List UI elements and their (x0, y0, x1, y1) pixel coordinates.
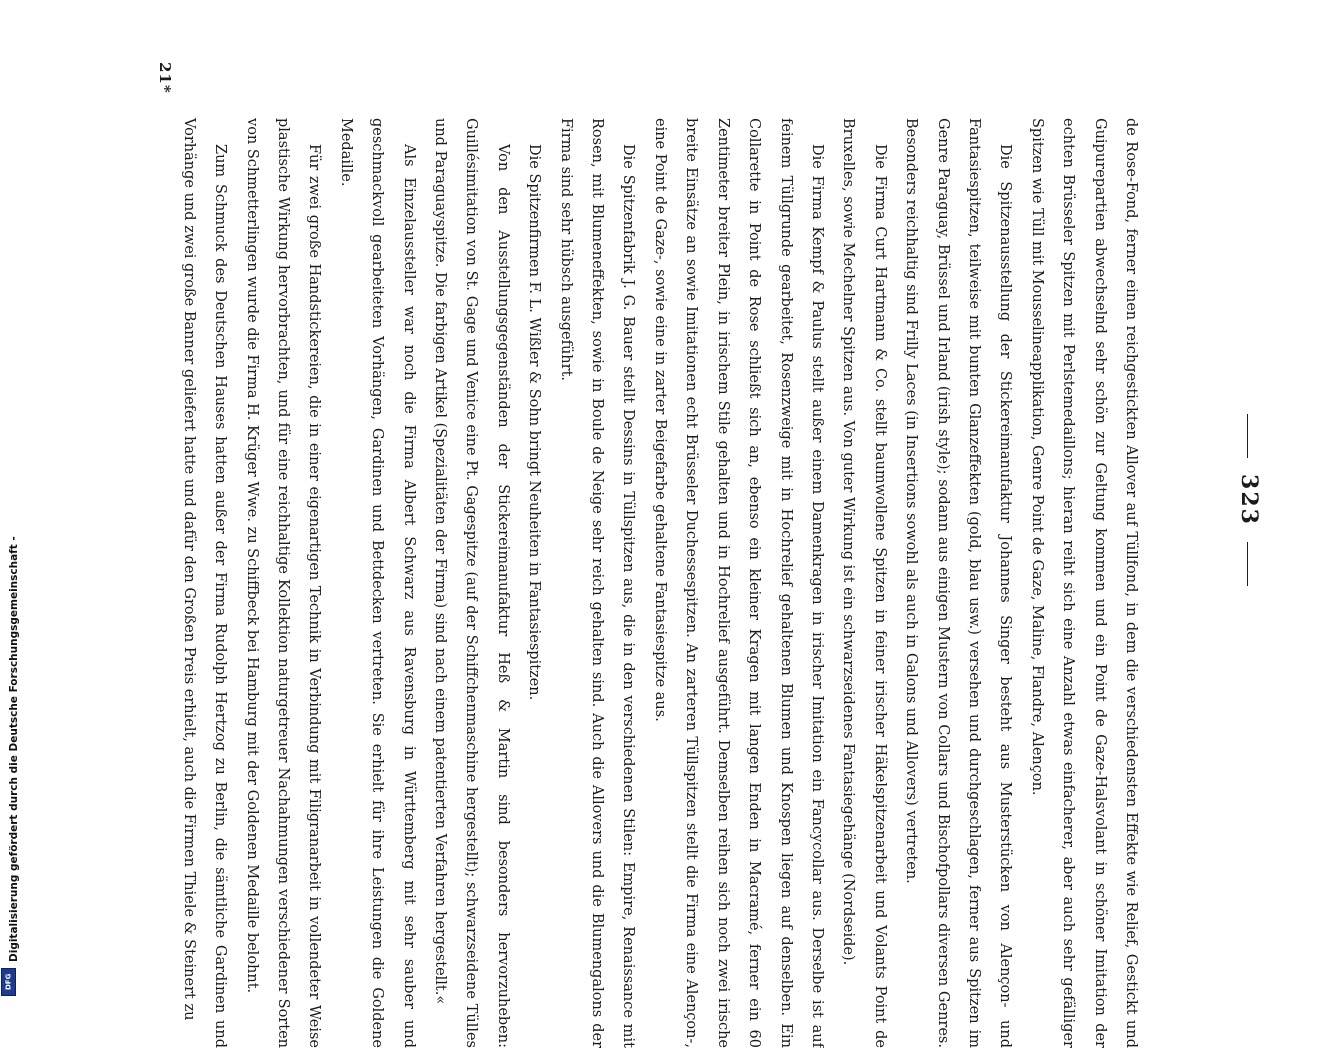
page-body (172, 118, 1146, 1048)
paragraph: Für zwei große Handstickereien, die in einer eigenartigen Technik in Verbindung mit Filigranarbeit in vollendeter Weise plastische Wirkung hervorbrachten, und für eine reichhaltige Kollektion naturgetreuer Nachahmungen verschiedener Sorten von Schmetterlingen wurde die Firma H. Krüger Wwe. zu Schiffbeck bei Hamburg mit der Goldenen Medaille belohnt. (243, 118, 323, 1048)
paragraph: Die Spitzenfabrik J. G. Bauer stellt Dessins in Tüllspitzen aus, die in den verschiedenen Stilen: Empire, Renaissance mit Rosen, mit Blumeneffekten, sowie in Boule de Neige sehr reich gehalten sind. Auch die Allovers und die Blumengalons der Firma sind sehr hübsch ausgeführt. (557, 118, 637, 1048)
dfg-logo-label: DFG (4, 973, 13, 991)
paragraph: Die Firma Kempf & Paulus stellt außer einem Damenkragen in irischer Imitation ein Fancycollar aus. Derselbe ist auf feinem Tüllgrunde gearbeitet, Rosenzweige mit in Hochrelief gehaltenen Blumen und Knospen liegen auf denselben. Ein Collarette in Point de Rose schließt sich an, ebenso ein kleiner Kragen mit langen Enden in Macramé, ferner ein 60 Zentimeter breiter Plein, in irischem Stile gehalten und in Hochrelief ausgeführt. Demselben reihen sich noch zwei irische breite Einsätze an sowie Imitationen echt Brüsseler Duchessespitzen. An zarteren Tüllspitzen stellt die Firma eine Alençon-, eine Point de Gaze-, sowie eine in zarter Beigefarbe gehaltene Fantasiespitze aus. (651, 118, 825, 1048)
paragraph: Zum Schmuck des Deutschen Hauses hatten außer der Firma Rudolph Hertzog zu Berlin, die sämtliche Gardinen und Vorhänge und zwei große Banner geliefert hatte und dafür den Großen Preis erhielt, auch die Firmen Thiele & Steinert zu (180, 118, 229, 1048)
paragraph: de Rose-Fond, ferner einen reichgestickten Allover auf Tüllfond, in dem die verschiedensten Effekte wie Relief, Gestickt und Guipurepartien abwechselnd sehr schön zur Geltung kommen und ein Point de Gaze-Halsvolant in schöner Imitation der echten Brüsseler Spitzen mit Perlstemedaillons; hieran reiht sich eine Anzahl etwas einfacherer, aber auch sehr gefälliger Spitzen wie Tüll mit Mousselineapplikation, Genre Point de Gaze, Maline, Flandre, Alençon. (1028, 118, 1139, 1048)
paragraph: Als Einzelaussteller war noch die Firma Albert Schwarz aus Ravensburg in Württemberg mit sehr sauber und geschmackvoll gearbeiteten Vorhängen, Gardinen und Bettdecken vertreten. Sie erhielt für ihre Leistungen die Goldene Medaille. (337, 118, 417, 1048)
paragraph: Von den Ausstellungsgegenständen der Stickereimanufaktur Heß & Martin sind besonders hervorzuheben: Guillésimitation von St. Gage und Venice eine Pt. Gagespitze (auf der Schiffchenmaschine hergestellt); schwarzseidene Tülles und Paraguayspitze. Die farbigen Artikel (Spezialitäten der Firma) sind nach einem patentierten Verfahren hergestellt.« (432, 118, 511, 1048)
paragraph: Die Spitzenfirmen F. L. Wißler & Sohn bringt Neuheiten in Fantasiespitzen. (526, 144, 543, 701)
printer-signature: 21* (156, 62, 174, 94)
funding-note: Digitalisierung gefördert durch die Deutsche Forschungsgemeinschaft - (8, 536, 20, 962)
page-number: 323 (1236, 0, 1262, 1000)
paragraph: Die Spitzenausstellung der Stickereimanufaktur Johannes Singer besteht aus Musterstücken von Alençon- und Fantasiespitzen, teilweise mit bunten Glanzeffekten (gold, blau usw.) versehen und durchgeschlagen, ferner aus Spitzen im Genre Paraguay, Brüssel und Irland (irish style); sodann aus einigen Mustern von Collars und Bischofpollars diversen Genres. Besonders reichhaltig sind Frilly Laces (in Insertions sowohl als auch in Galons und Allovers) vertreten. (903, 118, 1014, 1048)
paragraph: Die Firma Curt Hartmann & Co. stellt baumwollene Spitzen in feiner irischer Häkelspitzenarbeit und Volants Point de Bruxelles, sowie Mechelner Spitzen aus. Von guter Wirkung ist ein schwarzseidenes Fantasiegehänge (Nordseide). (840, 118, 888, 1048)
